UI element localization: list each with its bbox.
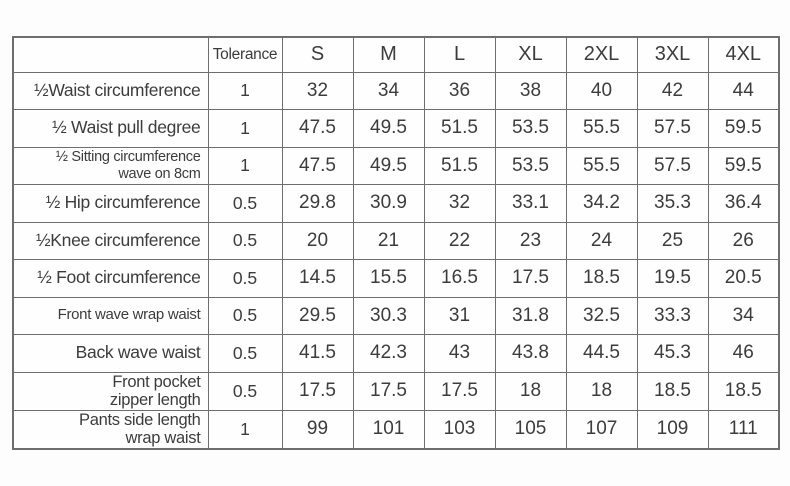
size-value: 18.5 — [637, 372, 708, 410]
measurement-label-line1: Pants side length — [79, 410, 201, 429]
measurement-label-line1: ½ Waist pull degree — [52, 117, 201, 138]
tolerance-value: 0.5 — [208, 372, 282, 410]
table-row — [13, 335, 779, 373]
size-value: 29.8 — [282, 185, 353, 223]
size-value: 103 — [424, 410, 495, 449]
size-value: 38 — [495, 72, 566, 110]
size-value: 55.5 — [566, 110, 637, 148]
tolerance-value: 0.5 — [208, 185, 282, 223]
tolerance-value: 0.5 — [208, 222, 282, 260]
size-value: 42.3 — [353, 335, 424, 373]
table-row — [13, 372, 779, 410]
size-chart-table — [12, 36, 780, 450]
measurement-label — [13, 147, 208, 185]
size-value: 30.3 — [353, 297, 424, 335]
size-value: 31 — [424, 297, 495, 335]
table-row — [13, 147, 779, 185]
tolerance-value: 0.5 — [208, 297, 282, 335]
measurement-label — [13, 410, 208, 449]
size-value: 36.4 — [708, 185, 779, 223]
size-value: 18.5 — [708, 372, 779, 410]
size-value: 32.5 — [566, 297, 637, 335]
size-value: 32 — [282, 72, 353, 110]
size-value: 49.5 — [353, 110, 424, 148]
size-value: 23 — [495, 222, 566, 260]
size-value: 17.5 — [353, 372, 424, 410]
size-value: 17.5 — [495, 260, 566, 298]
measurement-label-line1: ½ Foot circumference — [37, 267, 201, 288]
size-value: 51.5 — [424, 147, 495, 185]
size-value: 111 — [708, 410, 779, 449]
tolerance-value: 1 — [208, 410, 282, 449]
size-value: 107 — [566, 410, 637, 449]
size-value: 46 — [708, 335, 779, 373]
size-column-header-s: S — [282, 37, 353, 72]
size-value: 59.5 — [708, 147, 779, 185]
size-value: 44.5 — [566, 335, 637, 373]
size-column-header-m: M — [353, 37, 424, 72]
measurement-label — [13, 110, 208, 148]
size-value: 49.5 — [353, 147, 424, 185]
size-column-header-3xl: 3XL — [637, 37, 708, 72]
size-value: 20.5 — [708, 260, 779, 298]
size-value: 26 — [708, 222, 779, 260]
measurement-label-line2: zipper length — [109, 391, 201, 410]
table-row — [13, 110, 779, 148]
size-value: 20 — [282, 222, 353, 260]
size-column-header-xl: XL — [495, 37, 566, 72]
size-value: 44 — [708, 72, 779, 110]
corner-header-cell — [13, 37, 208, 72]
measurement-label-line2: wave on 8cm — [118, 165, 201, 182]
measurement-label-line1: ½ Hip circumference — [45, 192, 201, 213]
measurement-label-line1: Front pocket — [112, 372, 201, 391]
size-value: 32 — [424, 185, 495, 223]
size-value: 25 — [637, 222, 708, 260]
size-value: 16.5 — [424, 260, 495, 298]
table-row — [13, 185, 779, 223]
size-column-header-l: L — [424, 37, 495, 72]
measurement-label-line1: ½Waist circumference — [34, 79, 201, 100]
size-value: 47.5 — [282, 110, 353, 148]
size-value: 53.5 — [495, 110, 566, 148]
size-value: 33.1 — [495, 185, 566, 223]
size-value: 40 — [566, 72, 637, 110]
size-value: 101 — [353, 410, 424, 449]
size-value: 21 — [353, 222, 424, 260]
measurement-label — [13, 185, 208, 223]
size-value: 47.5 — [282, 147, 353, 185]
table-row — [13, 260, 779, 298]
size-value: 51.5 — [424, 110, 495, 148]
table-row — [13, 297, 779, 335]
size-value: 18 — [495, 372, 566, 410]
size-value: 43.8 — [495, 335, 566, 373]
size-value: 17.5 — [424, 372, 495, 410]
size-value: 33.3 — [637, 297, 708, 335]
size-value: 15.5 — [353, 260, 424, 298]
size-value: 19.5 — [637, 260, 708, 298]
size-value: 29.5 — [282, 297, 353, 335]
header-row — [13, 37, 779, 72]
size-value: 99 — [282, 410, 353, 449]
measurement-label — [13, 335, 208, 373]
tolerance-value: 1 — [208, 147, 282, 185]
size-value: 36 — [424, 72, 495, 110]
size-value: 57.5 — [637, 147, 708, 185]
size-value: 35.3 — [637, 185, 708, 223]
size-value: 53.5 — [495, 147, 566, 185]
size-column-header-4xl: 4XL — [708, 37, 779, 72]
measurement-label — [13, 222, 208, 260]
measurement-label-line1: ½ Sitting circumference — [55, 149, 201, 166]
size-value: 59.5 — [708, 110, 779, 148]
size-value: 34.2 — [566, 185, 637, 223]
size-value: 34 — [708, 297, 779, 335]
tolerance-value: 0.5 — [208, 260, 282, 298]
size-value: 30.9 — [353, 185, 424, 223]
size-value: 31.8 — [495, 297, 566, 335]
size-value: 42 — [637, 72, 708, 110]
table-row — [13, 72, 779, 110]
measurement-label-line2: wrap waist — [125, 429, 201, 448]
table-row — [13, 410, 779, 449]
size-value: 55.5 — [566, 147, 637, 185]
size-value: 24 — [566, 222, 637, 260]
measurement-label-line1: ½Knee circumference — [35, 229, 201, 250]
measurement-label-line1: Back wave waist — [75, 342, 201, 363]
measurement-label — [13, 72, 208, 110]
size-value: 34 — [353, 72, 424, 110]
tolerance-value: 1 — [208, 110, 282, 148]
measurement-label — [13, 372, 208, 410]
measurement-label — [13, 297, 208, 335]
size-value: 14.5 — [282, 260, 353, 298]
tolerance-value: 1 — [208, 72, 282, 110]
size-value: 109 — [637, 410, 708, 449]
size-value: 17.5 — [282, 372, 353, 410]
size-value: 18 — [566, 372, 637, 410]
measurement-label-line1: Front wave wrap waist — [57, 306, 201, 324]
tolerance-value: 0.5 — [208, 335, 282, 373]
size-value: 105 — [495, 410, 566, 449]
size-value: 57.5 — [637, 110, 708, 148]
size-value: 43 — [424, 335, 495, 373]
size-value: 22 — [424, 222, 495, 260]
tolerance-column-header: Tolerance — [208, 37, 282, 72]
table-row — [13, 222, 779, 260]
size-column-header-2xl: 2XL — [566, 37, 637, 72]
size-value: 41.5 — [282, 335, 353, 373]
measurement-label — [13, 260, 208, 298]
size-value: 18.5 — [566, 260, 637, 298]
size-value: 45.3 — [637, 335, 708, 373]
